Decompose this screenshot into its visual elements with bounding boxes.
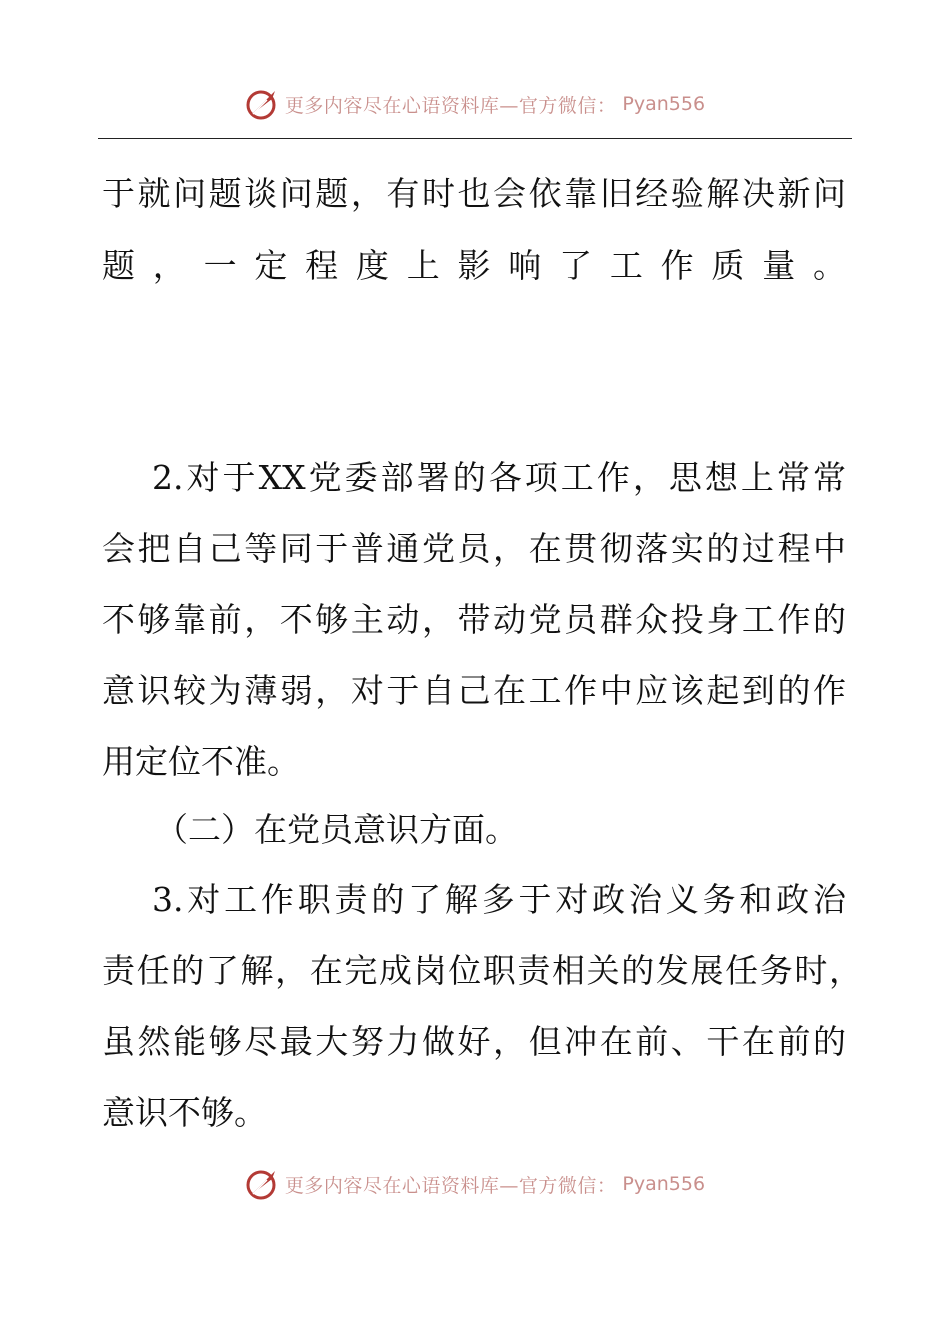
- body-line-7: 用定位不准。: [102, 742, 300, 781]
- section-heading: （二）在党员意识方面。: [155, 810, 518, 849]
- watermark-wechat-id: Pyan556: [622, 93, 706, 115]
- body-line-9: 3.对工作职责的了解多于对政治义务和政治: [152, 880, 846, 919]
- body-line-12: 意识不够。: [102, 1093, 267, 1132]
- quill-logo-icon: [245, 1167, 279, 1201]
- body-line-11: 虽然能够尽最大努力做好，但冲在前、干在前的: [102, 1022, 846, 1061]
- body-line-5: 不够靠前，不够主动，带动党员群众投身工作的: [102, 600, 846, 639]
- body-line-2: 题，一定程度上影响了工作质量。: [102, 246, 846, 285]
- quill-logo-icon: [245, 87, 279, 121]
- header-watermark: [0, 84, 950, 124]
- body-line-10: 责任的了解，在完成岗位职责相关的发展任务时，: [102, 951, 862, 990]
- body-line-1: 于就问题谈问题，有时也会依靠旧经验解决新问: [102, 174, 846, 213]
- body-line-6: 意识较为薄弱，对于自己在工作中应该起到的作: [102, 671, 846, 710]
- body-line-3: 2.对于XX党委部署的各项工作，思想上常常: [152, 458, 846, 497]
- watermark-wechat-id: Pyan556: [622, 1173, 706, 1195]
- footer-watermark: [0, 1164, 950, 1204]
- watermark-brand-text: 更多内容尽在心语资料库—官方微信：: [284, 94, 617, 117]
- body-line-4: 会把自己等同于普通党员，在贯彻落实的过程中: [102, 529, 846, 568]
- watermark-brand-text: 更多内容尽在心语资料库—官方微信：: [284, 1174, 617, 1197]
- header-divider: [98, 138, 852, 139]
